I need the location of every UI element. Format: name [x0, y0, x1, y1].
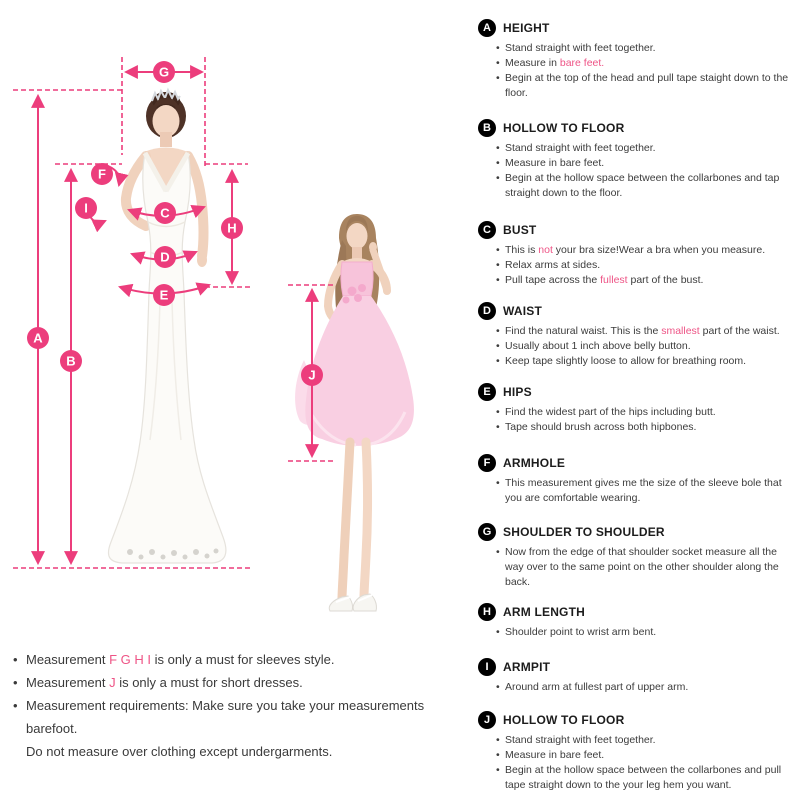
bullet-marker: •: [496, 406, 500, 418]
measurement-section-g: [478, 523, 796, 590]
section-heading: [478, 454, 796, 472]
bullet-marker: •: [496, 477, 500, 489]
text-segment: Around arm at fullest part of upper arm.: [505, 681, 689, 693]
section-title: ARMHOLE: [503, 456, 566, 470]
text-segment: Measure in bare feet.: [505, 749, 605, 761]
text-segment: Stand straight with feet together.: [505, 734, 656, 746]
bullet-item: [496, 339, 796, 354]
badge-letter: E: [159, 287, 169, 303]
bullet-item: [496, 545, 796, 590]
measure-badge-h: [221, 217, 243, 239]
measurement-section-b: [478, 119, 796, 201]
text-segment: Do not measure over clothing except undergarments.: [26, 744, 333, 759]
section-title: HOLLOW TO FLOOR: [503, 713, 625, 727]
highlighted-text: fullest: [600, 274, 628, 286]
bullet-marker: •: [496, 749, 500, 761]
section-title: ARM LENGTH: [503, 605, 585, 619]
section-heading: [478, 221, 796, 239]
bullet-marker: •: [496, 157, 500, 169]
text-segment: Measurement requirements: Make sure you take your measurements barefoot.: [26, 698, 425, 736]
bullet-item: [496, 141, 796, 156]
badge-letter: G: [158, 64, 170, 80]
note-line: [13, 671, 458, 694]
text-segment: Measure in bare feet.: [505, 157, 605, 169]
note-line: [13, 740, 458, 763]
bullet-item: [496, 405, 796, 420]
bullet-marker: •: [13, 698, 18, 713]
bullet-marker: •: [496, 626, 500, 638]
badge-letter: A: [33, 330, 43, 346]
bullet-list: [478, 141, 796, 201]
bullet-marker: •: [496, 734, 500, 746]
section-title: HEIGHT: [503, 21, 550, 35]
section-heading: [478, 523, 796, 541]
bullet-item: [496, 273, 796, 288]
bullet-marker: •: [496, 244, 500, 256]
measurement-section-h: [478, 603, 796, 640]
bullet-marker: •: [496, 274, 500, 286]
letter-badge: J: [478, 711, 496, 729]
measure-badge-g: [153, 61, 175, 83]
bullet-marker: •: [496, 546, 500, 558]
letter-badge: G: [478, 523, 496, 541]
text-segment: Stand straight with feet together.: [505, 42, 656, 54]
text-segment: Find the widest part of the hips including butt.: [505, 406, 716, 418]
bullet-list: [478, 545, 796, 590]
bullet-item: [496, 56, 796, 71]
text-segment: your bra size!Wear a bra when you measure.: [552, 244, 766, 256]
bullet-item: [496, 680, 796, 695]
bullet-list: [478, 680, 796, 695]
letter-badge: A: [478, 19, 496, 37]
bullet-item: [496, 625, 796, 640]
measurement-section-f: [478, 454, 796, 506]
bullet-item: [496, 763, 796, 793]
text-segment: Tape should brush across both hipbones.: [505, 421, 697, 433]
section-heading: [478, 603, 796, 621]
section-title: BUST: [503, 223, 537, 237]
measurement-section-c: [478, 221, 796, 288]
text-segment: part of the waist.: [699, 325, 780, 337]
badge-letter: I: [84, 200, 88, 216]
bullet-list: [478, 733, 796, 793]
letter-badge: B: [478, 119, 496, 137]
measure-badge-c: [154, 202, 176, 224]
section-heading: [478, 19, 796, 37]
highlighted-text: not: [538, 244, 553, 256]
bullet-item: [496, 71, 796, 101]
text-segment: Begin at the hollow space between the collarbones and tap straight down to the floor.: [505, 172, 780, 199]
note-line: [13, 648, 458, 671]
badge-letter: J: [308, 367, 316, 383]
measure-badge-e: [153, 284, 175, 306]
measurement-section-e: [478, 383, 796, 435]
bullet-item: [496, 41, 796, 56]
section-heading: [478, 119, 796, 137]
section-title: WAIST: [503, 304, 542, 318]
letter-badge: F: [478, 454, 496, 472]
letter-badge: E: [478, 383, 496, 401]
highlighted-text: smallest: [661, 325, 700, 337]
letter-badge: H: [478, 603, 496, 621]
bullet-marker: •: [496, 421, 500, 433]
note-line: [13, 694, 458, 740]
bullet-marker: •: [13, 652, 18, 667]
badge-letter: F: [98, 166, 106, 182]
wedding-dress-model: [108, 90, 225, 563]
bullet-item: [496, 258, 796, 273]
bullet-item: [496, 420, 796, 435]
measure-badge-j: [301, 364, 323, 386]
text-segment: Keep tape slightly loose to allow for breathing room.: [505, 355, 747, 367]
bullet-list: [478, 476, 796, 506]
bullet-marker: •: [496, 681, 500, 693]
measure-badge-d: [154, 246, 176, 268]
bullet-list: [478, 41, 796, 101]
section-heading: [478, 711, 796, 729]
bullet-item: [496, 476, 796, 506]
section-title: SHOULDER TO SHOULDER: [503, 525, 665, 539]
text-segment: Begin at the top of the head and pull tape staight down to the floor.: [505, 72, 789, 99]
text-segment: This is: [505, 244, 539, 256]
bullet-item: [496, 748, 796, 763]
text-segment: Measurement: [26, 675, 110, 690]
text-segment: Find the natural waist. This is the: [505, 325, 662, 337]
measurement-section-i: [478, 658, 796, 695]
bullet-marker: •: [13, 675, 18, 690]
measure-badge-f: [91, 163, 113, 185]
bullet-marker: •: [496, 142, 500, 154]
bullet-list: [478, 243, 796, 288]
bullet-item: [496, 171, 796, 201]
bullet-marker: •: [496, 42, 500, 54]
letter-badge: I: [478, 658, 496, 676]
measure-badge-i: [75, 197, 97, 219]
letter-badge: C: [478, 221, 496, 239]
text-segment: Begin at the hollow space between the collarbones and pull tape straight down to the your leg hem you want.: [505, 764, 782, 791]
measurement-section-j: [478, 711, 796, 793]
highlighted-text: bare feet.: [559, 57, 605, 69]
bullet-item: [496, 243, 796, 258]
text-segment: Relax arms at sides.: [505, 259, 601, 271]
highlighted-text: F G H I: [109, 652, 151, 667]
section-heading: [478, 302, 796, 320]
bullet-marker: •: [496, 259, 500, 271]
text-segment: Measure in: [505, 57, 560, 69]
text-segment: Pull tape across the: [505, 274, 601, 286]
text-segment: part of the bust.: [627, 274, 704, 286]
section-heading: [478, 383, 796, 401]
section-heading: [478, 658, 796, 676]
text-segment: is only a must for short dresses.: [115, 675, 303, 690]
bullet-item: [496, 733, 796, 748]
bullet-marker: •: [496, 325, 500, 337]
text-segment: Stand straight with feet together.: [505, 142, 656, 154]
bullet-item: [496, 156, 796, 171]
badge-letter: C: [160, 205, 170, 221]
badge-letter: H: [227, 220, 237, 236]
bullet-marker: •: [496, 340, 500, 352]
bullet-marker: •: [496, 764, 500, 776]
letter-badge: D: [478, 302, 496, 320]
bullet-item: [496, 354, 796, 369]
text-segment: Shoulder point to wrist arm bent.: [505, 626, 657, 638]
bullet-marker: •: [496, 57, 500, 69]
text-segment: Usually about 1 inch above belly button.: [505, 340, 691, 352]
bullet-marker: •: [496, 355, 500, 367]
section-title: HIPS: [503, 385, 532, 399]
highlighted-text: J: [109, 675, 116, 690]
bullet-marker: •: [496, 172, 500, 184]
measure-badge-a: [27, 327, 49, 349]
notes: [13, 648, 458, 763]
text-segment: is only a must for sleeves style.: [150, 652, 335, 667]
badge-letter: D: [160, 249, 170, 265]
text-segment: Now from the edge of that shoulder socket measure all the way over to the same point on the other shoulder along the back.: [505, 546, 779, 588]
measurement-section-a: [478, 19, 796, 101]
bullet-list: [478, 405, 796, 435]
bullet-item: [496, 324, 796, 339]
section-title: HOLLOW TO FLOOR: [503, 121, 625, 135]
measurement-section-d: [478, 302, 796, 369]
section-title: ARMPIT: [503, 660, 551, 674]
badge-letter: B: [66, 353, 76, 369]
measure-badge-b: [60, 350, 82, 372]
bullet-list: [478, 625, 796, 640]
bullet-marker: •: [496, 72, 500, 84]
text-segment: Measurement: [26, 652, 110, 667]
text-segment: This measurement gives me the size of the sleeve bole that you are comfortable wearing.: [505, 477, 782, 504]
measurement-diagram: [0, 0, 470, 645]
bullet-list: [478, 324, 796, 369]
